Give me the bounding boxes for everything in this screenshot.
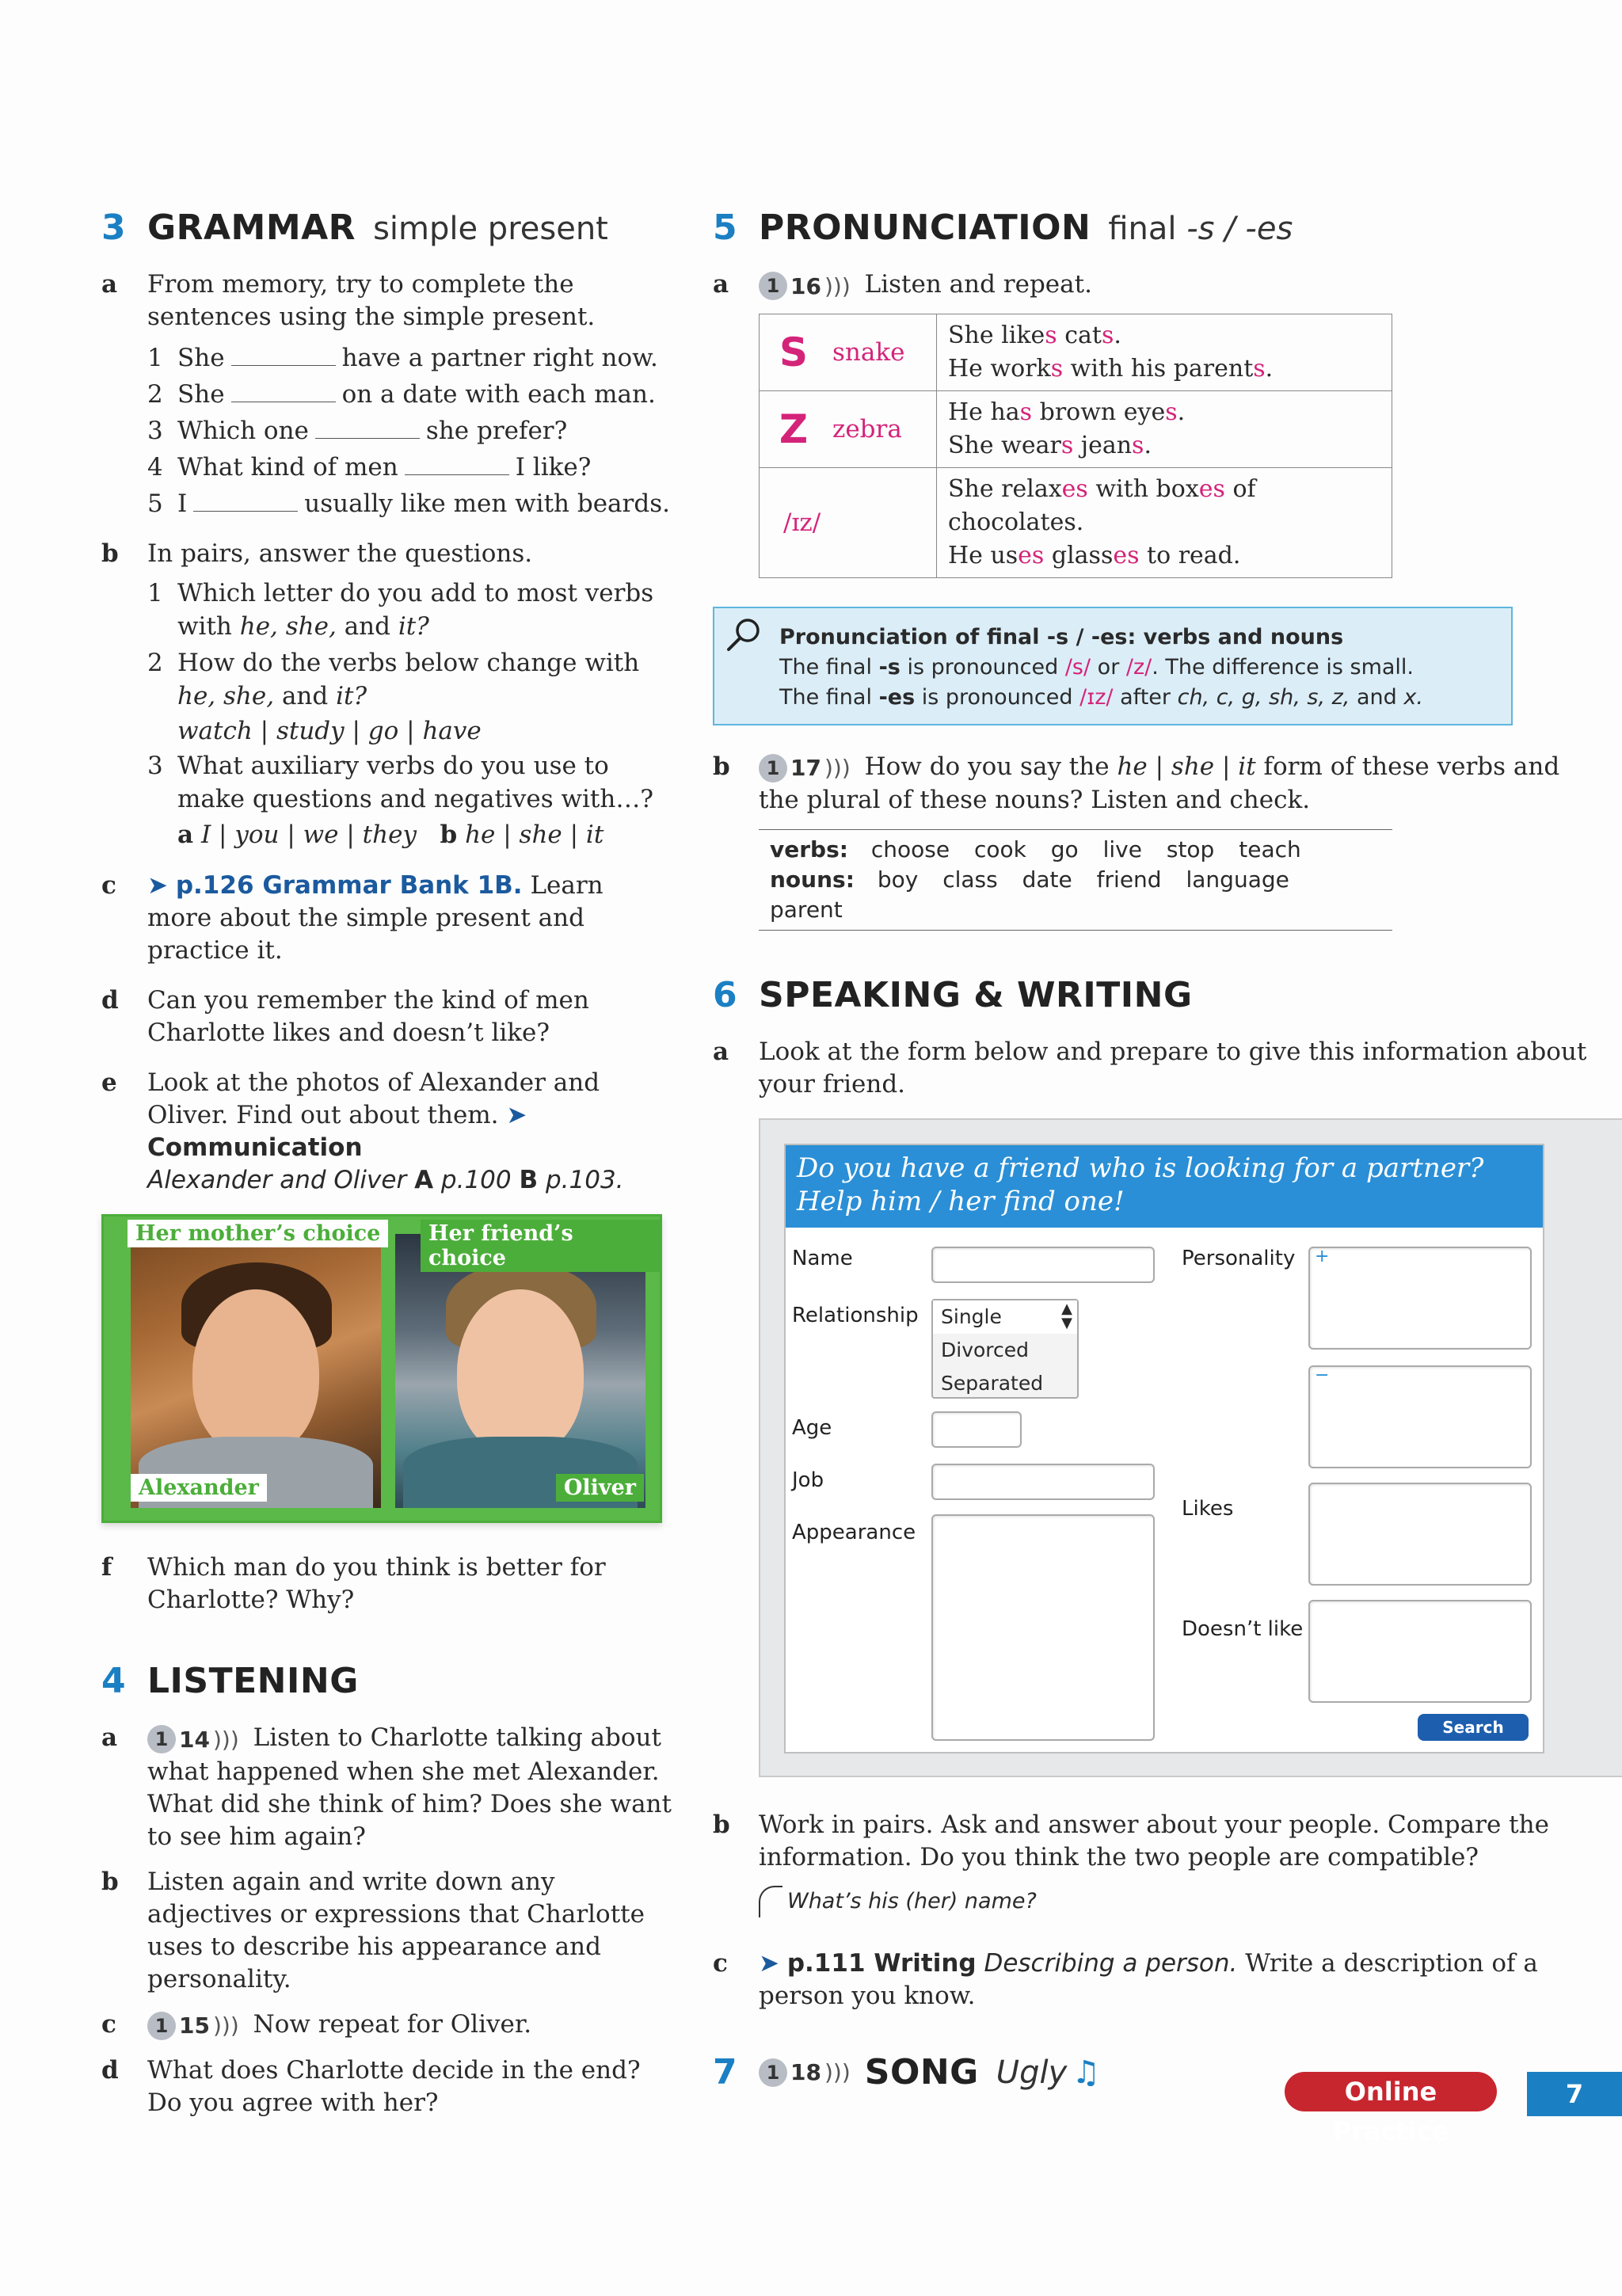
list-item xyxy=(147,376,672,413)
exercise-letter: c xyxy=(101,2009,116,2039)
photo-panel xyxy=(101,1214,662,1523)
exercise-letter: c xyxy=(101,871,116,900)
audio-track[interactable] xyxy=(147,1723,239,1756)
exercise-3d xyxy=(101,984,672,1049)
exercise-6a xyxy=(713,1036,1600,1101)
exercise-letter: f xyxy=(101,1553,112,1582)
example-cell xyxy=(937,390,1392,467)
cd-icon: 1 xyxy=(759,2058,787,2087)
sound-icon: ))) xyxy=(824,2059,851,2085)
exercise-3c xyxy=(101,870,672,967)
form-header xyxy=(786,1145,1543,1228)
list-item xyxy=(147,449,672,485)
exercise-text: How do you say the xyxy=(864,752,1110,781)
section-title: LISTENING xyxy=(147,1661,359,1701)
cd-icon: 1 xyxy=(759,272,787,300)
section-title: PRONUNCIATION xyxy=(759,208,1091,248)
sentence-end: she prefer? xyxy=(425,417,568,445)
section-listening-header xyxy=(101,1661,672,1701)
section-number: 3 xyxy=(101,208,126,248)
exercise-3e xyxy=(101,1067,672,1197)
personality-minus-textarea[interactable] xyxy=(1308,1365,1532,1468)
blank-field[interactable] xyxy=(231,342,336,366)
verbs-text: watch | study | go | have xyxy=(177,717,482,745)
exercise-4c xyxy=(101,2009,672,2043)
page-a-letter: A xyxy=(414,1166,434,1194)
blank-field[interactable] xyxy=(405,451,509,475)
exercise-6c xyxy=(713,1948,1600,2012)
sound-cell xyxy=(760,314,937,390)
item-number: 4 xyxy=(147,453,163,482)
list-item xyxy=(147,413,672,449)
audio-track[interactable] xyxy=(759,2058,851,2087)
mothers-choice-label: Her mother’s choice xyxy=(128,1220,388,1247)
sound-word: /ɪz/ xyxy=(783,508,821,537)
exercise-letter: b xyxy=(101,1867,119,1896)
section-subtitle: Ugly xyxy=(996,2054,1068,2091)
example-cell xyxy=(937,467,1392,577)
section-subtitle: simple present xyxy=(373,211,608,247)
name-label: Name xyxy=(792,1247,853,1270)
track-number: 16 xyxy=(790,272,821,299)
speech-text: What’s his (her) name? xyxy=(787,1889,1037,1913)
exercise-text: Listen to Charlotte talking about what happened when she met Alexander. What did she think of him? Does she want to see him again? xyxy=(147,1723,672,1851)
sentence-start: She xyxy=(177,344,225,372)
section-title: SONG xyxy=(864,2052,979,2092)
sound-cell xyxy=(760,390,937,467)
track-number: 15 xyxy=(179,2012,210,2039)
exercise-3b xyxy=(101,538,672,859)
pronunciation-table xyxy=(759,314,1392,578)
job-label: Job xyxy=(792,1468,824,1492)
item-number: 3 xyxy=(147,752,163,780)
personality-label: Personality xyxy=(1182,1247,1296,1270)
section-title: SPEAKING & WRITING xyxy=(759,975,1193,1015)
verbs-label: verbs: xyxy=(770,836,848,862)
item-number: 3 xyxy=(147,417,163,445)
section-number: 5 xyxy=(713,208,737,248)
question-italic-it: it? xyxy=(336,682,367,710)
exercise-text: What does Charlotte decide in the end? Do you agree with her? xyxy=(147,2056,641,2117)
sentence-end: I like? xyxy=(515,453,592,482)
minus-icon: − xyxy=(1315,1365,1330,1385)
list-item xyxy=(147,646,672,713)
select-option[interactable]: Divorced xyxy=(941,1338,1030,1361)
rule-line: The final -s is pronounced /s/ or /z/. The difference is small. xyxy=(779,654,1414,680)
track-number: 17 xyxy=(790,755,821,781)
likes-label: Likes xyxy=(1182,1497,1234,1521)
table-row xyxy=(760,390,1392,467)
speech-bubble-icon xyxy=(759,1886,782,1917)
arrow-icon: ➤ xyxy=(759,1949,779,1978)
exercise-letter: c xyxy=(713,1949,728,1978)
rule-heading: Pronunciation of final -s / -es: verbs and nouns xyxy=(779,624,1344,649)
arrow-icon: ➤ xyxy=(147,871,168,900)
word: cook xyxy=(974,836,1026,862)
pronunciation-rule-box xyxy=(713,607,1513,725)
exercise-text: Now repeat for Oliver. xyxy=(253,2009,532,2039)
exercise-text: Look at the photos of Alexander and Oliver. Find out about them. xyxy=(147,1068,600,1129)
section-grammar-header xyxy=(101,208,672,248)
exercise-6b xyxy=(713,1809,1600,1936)
cd-icon: 1 xyxy=(147,2012,176,2040)
right-column xyxy=(713,208,1600,2113)
exercise-letter: a xyxy=(713,270,729,299)
item-number: 2 xyxy=(147,649,163,677)
section-title: GRAMMAR xyxy=(147,208,356,248)
word: choose xyxy=(870,836,950,862)
question-italic: he, she, xyxy=(239,612,337,641)
sentence-end: on a date with each man. xyxy=(341,380,656,409)
sound-icon: ))) xyxy=(212,2012,239,2039)
question-and: and xyxy=(344,612,390,641)
verb-list xyxy=(147,713,672,749)
word: stop xyxy=(1166,836,1215,862)
option-letter: a xyxy=(177,821,194,849)
select-option[interactable]: Separated xyxy=(941,1372,1044,1395)
example-line: He has brown eyes. xyxy=(948,398,1186,426)
word: class xyxy=(942,866,998,893)
word: live xyxy=(1102,836,1142,862)
sentence-start: I xyxy=(177,489,188,518)
sound-icon: ))) xyxy=(824,755,851,781)
word: go xyxy=(1050,836,1079,862)
partner-form xyxy=(784,1144,1544,1753)
exercise-4d xyxy=(101,2054,672,2119)
exercise-letter: b xyxy=(713,1811,730,1839)
doesnt-like-label: Doesn’t like xyxy=(1182,1617,1304,1641)
relationship-select[interactable] xyxy=(931,1299,1079,1399)
item-number: 1 xyxy=(147,344,163,372)
audio-track[interactable] xyxy=(759,270,851,303)
word: teach xyxy=(1239,836,1301,862)
relationship-label: Relationship xyxy=(792,1304,919,1327)
option-text: he | she | it xyxy=(465,821,604,849)
speech-bubble xyxy=(759,1885,1037,1917)
exercise-4a xyxy=(101,1722,672,1853)
writing-link[interactable]: p.111 Writing xyxy=(786,1949,977,1978)
nouns-label: nouns: xyxy=(770,866,855,893)
example-cell xyxy=(937,314,1392,390)
exercise-3a xyxy=(101,268,672,527)
word: friend xyxy=(1096,866,1162,893)
example-line: He uses glasses to read. xyxy=(948,541,1241,569)
cd-icon: 1 xyxy=(759,754,787,782)
word: language xyxy=(1186,866,1289,893)
sentence-end: usually like men with beards. xyxy=(304,489,670,518)
sound-word: zebra xyxy=(832,414,902,444)
select-arrows-icon: ▲ ▼ xyxy=(1061,1300,1072,1331)
sound-word: snake xyxy=(832,337,905,367)
question-text: What auxiliary verbs do you use to make questions and negatives with…? xyxy=(177,752,653,813)
exercise-letter: a xyxy=(101,1723,118,1752)
question-text: Which letter do you add to most verbs with xyxy=(177,579,654,641)
exercise-text: Can you remember the kind of men Charlotte likes and doesn’t like? xyxy=(147,986,589,1047)
arrow-icon: ➤ xyxy=(506,1101,527,1129)
subtitle-italic: -s / -es xyxy=(1186,211,1293,247)
pronoun-options xyxy=(147,816,672,854)
search-button[interactable]: Search xyxy=(1418,1714,1529,1741)
example-line: She likes cats. xyxy=(948,321,1121,349)
exercise-text: Which man do you think is better for Charlotte? Why? xyxy=(147,1553,606,1614)
exercise-4b xyxy=(101,1866,672,1996)
exercise-letter: b xyxy=(713,752,730,781)
example-line: She relaxes with boxes of chocolates. xyxy=(948,474,1256,536)
oliver-name-label: Oliver xyxy=(556,1474,644,1502)
grammar-bank-link[interactable]: p.126 Grammar Bank 1B. xyxy=(175,871,523,900)
communication-link[interactable]: Communication xyxy=(147,1133,363,1162)
exercise-text: Write a description of a person you know. xyxy=(759,1949,1538,2010)
nouns-row xyxy=(770,865,1381,925)
audio-track[interactable] xyxy=(147,2009,239,2042)
section-number: 4 xyxy=(101,1661,126,1701)
communication-title: Alexander and Oliver xyxy=(147,1166,407,1194)
list-item xyxy=(147,340,672,376)
section-speaking-header xyxy=(713,975,1600,1015)
exercise-text: Listen and repeat. xyxy=(864,270,1092,299)
exercise-text: Listen again and write down any adjectives or expressions that Charlotte uses to describe his appearance and personality. xyxy=(147,1867,645,1993)
sentence-start: She xyxy=(177,380,225,409)
exercise-letter: e xyxy=(101,1068,117,1097)
rule-line: The final -es is pronounced /ɪz/ after ch, c, g, sh, s, z, and x. xyxy=(779,684,1423,710)
page-a-ref: p.100 xyxy=(440,1166,512,1194)
word-box xyxy=(759,829,1392,931)
section-number: 7 xyxy=(713,2052,737,2092)
magnifier-icon xyxy=(725,616,762,653)
page-b-letter: B xyxy=(519,1166,539,1194)
question-list xyxy=(147,577,672,854)
section-subtitle xyxy=(1108,211,1293,247)
oliver-photo xyxy=(395,1234,645,1508)
sound-cell xyxy=(760,467,937,577)
form-window xyxy=(759,1118,1622,1777)
exercise-text: Look at the form below and prepare to give this information about your friend. xyxy=(759,1038,1587,1099)
exercise-letter: d xyxy=(101,2056,119,2085)
subtitle-word: final xyxy=(1108,211,1177,247)
sentence-end: have a partner right now. xyxy=(341,344,658,372)
example-line: She wears jeans. xyxy=(948,431,1152,459)
exercise-letter: d xyxy=(101,986,119,1015)
alexander-name-label: Alexander xyxy=(131,1474,267,1502)
writing-title: Describing a person. xyxy=(984,1949,1238,1978)
item-number: 1 xyxy=(147,579,163,607)
list-item xyxy=(147,485,672,522)
track-number: 18 xyxy=(790,2059,821,2085)
select-option[interactable]: Single xyxy=(933,1300,1077,1334)
likes-textarea[interactable] xyxy=(1308,1483,1532,1586)
music-note-icon: ♫ xyxy=(1072,2054,1101,2091)
plus-icon: + xyxy=(1315,1247,1330,1266)
form-title: Do you have a friend who is looking for a partner? xyxy=(797,1152,1484,1184)
appearance-textarea[interactable] xyxy=(931,1514,1155,1741)
question-text: How do the verbs below change with xyxy=(177,649,640,677)
track-number: 14 xyxy=(179,1726,210,1753)
table-row xyxy=(760,314,1392,390)
word: parent xyxy=(770,897,843,923)
word: date xyxy=(1022,866,1072,893)
verbs-row xyxy=(770,835,1381,865)
question-and: and xyxy=(281,682,329,710)
exercise-letter: b xyxy=(101,539,119,568)
left-column xyxy=(101,208,672,2130)
word: boy xyxy=(877,866,919,893)
alexander-photo xyxy=(131,1234,381,1508)
exercise-italic: he | she | it xyxy=(1117,752,1256,781)
form-subtitle: Help him / her find one! xyxy=(797,1186,1125,1217)
snake-icon: S xyxy=(779,329,808,375)
blank-field[interactable] xyxy=(315,415,420,439)
example-line: He works with his parents. xyxy=(948,354,1274,383)
doesnt-like-textarea[interactable] xyxy=(1308,1600,1532,1703)
exercise-letter: a xyxy=(101,270,118,299)
question-italic: he, she, xyxy=(177,682,275,710)
option-letter: b xyxy=(440,821,458,849)
name-input[interactable] xyxy=(931,1247,1155,1283)
page-b-ref: p.103. xyxy=(545,1166,624,1194)
section-pronunciation-header xyxy=(713,208,1600,248)
blank-field[interactable] xyxy=(193,488,298,512)
section-number: 6 xyxy=(713,975,737,1015)
sound-icon: ))) xyxy=(824,272,851,299)
list-item xyxy=(147,577,672,643)
sentence-start: Which one xyxy=(177,417,309,445)
cd-icon: 1 xyxy=(147,1725,176,1753)
table-row xyxy=(760,467,1392,577)
online-practice-badge[interactable]: Online Practice xyxy=(1285,2072,1497,2111)
exercise-5a xyxy=(713,268,1600,303)
exercise-text: Work in pairs. Ask and answer about your people. Compare the information. Do you think the two people are compatible? xyxy=(759,1811,1549,1871)
blank-field[interactable] xyxy=(231,379,336,402)
list-item xyxy=(147,749,672,816)
item-number: 2 xyxy=(147,380,163,409)
sentence-list xyxy=(147,340,672,522)
question-italic-it: it? xyxy=(398,612,429,641)
appearance-label: Appearance xyxy=(792,1521,916,1544)
sound-icon: ))) xyxy=(212,1726,239,1753)
exercise-text: In pairs, answer the questions. xyxy=(147,539,533,568)
friends-choice-label: Her friend’s choice xyxy=(421,1220,660,1272)
item-number: 5 xyxy=(147,489,163,518)
exercise-text: From memory, try to complete the sentences using the simple present. xyxy=(147,270,596,331)
audio-track[interactable] xyxy=(759,752,851,784)
age-label: Age xyxy=(792,1416,832,1440)
page-number: 7 xyxy=(1527,2072,1622,2116)
exercise-5b xyxy=(713,751,1600,817)
personality-plus-textarea[interactable] xyxy=(1308,1247,1532,1350)
exercise-text: form of these verbs and the plural of these nouns? Listen and check. xyxy=(759,752,1560,814)
age-input[interactable] xyxy=(931,1411,1022,1448)
zebra-icon: Z xyxy=(779,406,809,452)
sentence-start: What kind of men xyxy=(177,453,398,482)
exercise-3f xyxy=(101,1552,672,1616)
option-text: I | you | we | they xyxy=(200,821,417,849)
job-input[interactable] xyxy=(931,1464,1155,1500)
exercise-text: Learn more about the simple present and practice it. xyxy=(147,871,603,965)
exercise-letter: a xyxy=(713,1038,729,1066)
